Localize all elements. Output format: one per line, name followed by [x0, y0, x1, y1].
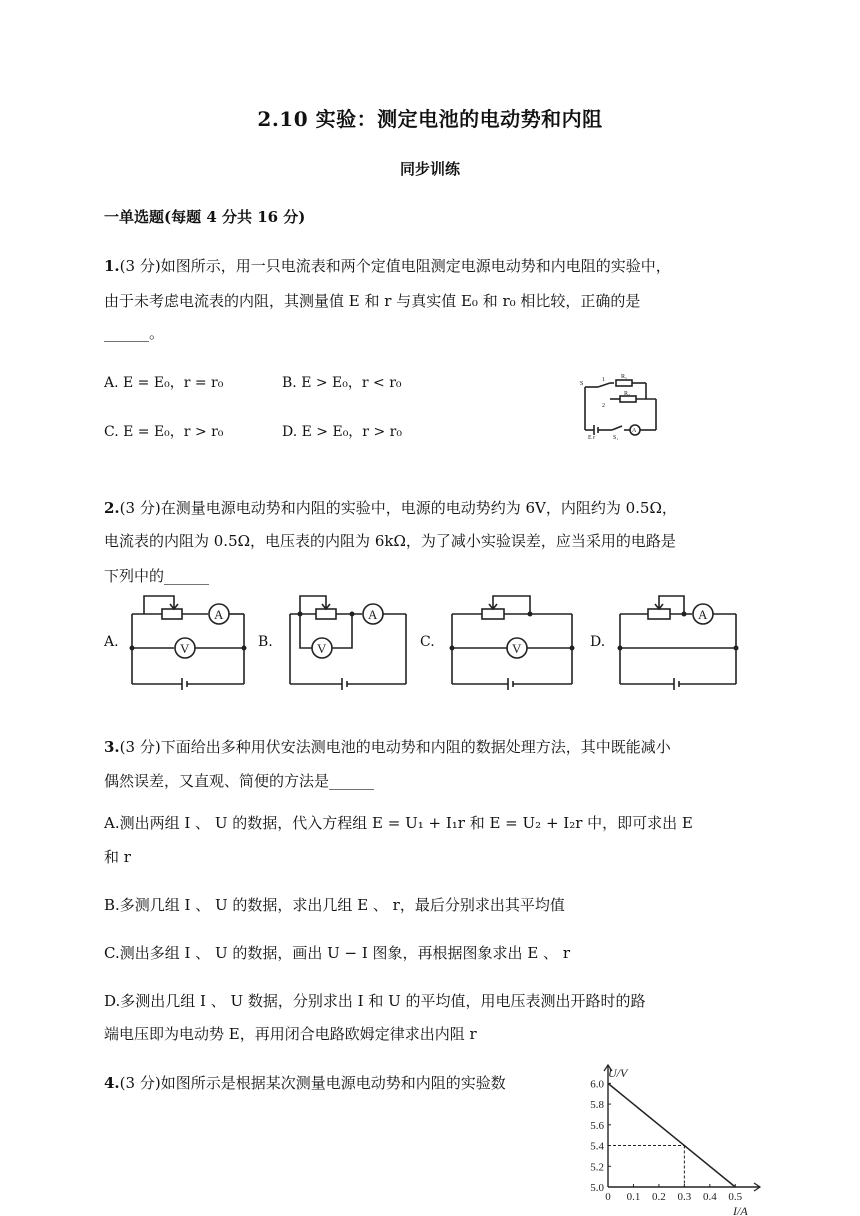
q1-fig-label-r1: R₁: [621, 374, 628, 380]
y-tick-label: 5.0: [590, 1182, 604, 1194]
q3-line-2: 偶然误差，又直观、简便的方法是______: [104, 772, 375, 790]
circuit-a-diagram: [118, 592, 253, 692]
y-tick-label: 5.6: [590, 1119, 604, 1132]
y-tick-label: 5.2: [590, 1161, 604, 1174]
ammeter-a-text: A: [214, 607, 224, 622]
circuit-b-diagram: [280, 592, 415, 692]
q1-fig-label-1: 1: [602, 377, 605, 383]
x-tick-label: 0.1: [626, 1191, 641, 1203]
u-i-line: [608, 1083, 735, 1187]
q1-fig-label-s1: S₁: [613, 435, 619, 440]
circuit-a-label[interactable]: A.: [104, 634, 119, 650]
voltmeter-c-text: V: [512, 641, 522, 656]
y-axis-label: U/V: [608, 1066, 628, 1080]
circuit-c-label[interactable]: C.: [420, 634, 435, 650]
circuit-d-label[interactable]: D.: [590, 634, 606, 650]
q1-fig-label-a: A: [632, 428, 637, 434]
q2-number: 2.: [104, 499, 120, 517]
q3-option-d-cont: 端电压即为电动势 E，再用闭合电路欧姆定律求出内阻 r: [104, 1025, 477, 1043]
q1-fig-label-s: S: [580, 381, 584, 387]
q3-option-d[interactable]: D.多测出几组 I 、 U 数据，分别求出 I 和 U 的平均值，用电压表测出开路时的路: [104, 992, 646, 1010]
q3-line-1: 3.(3 分)下面给出多种用伏安法测电池的电动势和内阻的数据处理方法，其中既能减小: [104, 738, 671, 756]
q1-option-d[interactable]: D. E > E₀，r > r₀: [282, 424, 402, 440]
q3-number: 3.: [104, 738, 120, 756]
q1-fig-label-2: 2: [602, 403, 605, 409]
q1-option-c[interactable]: C. E = E₀，r > r₀: [104, 424, 224, 440]
x-axis-label: I/A: [733, 1204, 748, 1216]
voltmeter-a-text: V: [180, 641, 190, 656]
q4-line-1: 4.(3 分)如图所示是根据某次测量电源电动势和内阻的实验数: [104, 1074, 506, 1092]
q1-option-a[interactable]: A. E = E₀，r = r₀: [104, 375, 224, 391]
q3-option-a[interactable]: A.测出两组 I 、 U 的数据，代入方程组 E = U₁ + I₁r 和 E = U₂ + I₂r 中，即可求出 E: [104, 814, 693, 832]
q1-option-b[interactable]: B. E > E₀，r < r₀: [282, 375, 402, 391]
y-tick-label: 5.8: [590, 1099, 604, 1112]
x-tick-label: 0.2: [652, 1191, 666, 1203]
q1-number: 1.: [104, 257, 120, 275]
q2-line-1: 2.(3 分)在测量电源电动势和内阻的实验中，电源的电动势约为 6V，内阻约为 0.5Ω，: [104, 499, 677, 517]
x-tick-label: 0: [605, 1191, 611, 1203]
q2-line-2: 电流表的内阻为 0.5Ω，电压表的内阻为 6kΩ，为了减小实验误差，应当采用的电路是: [104, 532, 676, 550]
q1-fig-label-er: E r: [588, 435, 596, 440]
x-tick-label: 0.5: [728, 1191, 743, 1203]
voltmeter-b-text: V: [317, 641, 327, 656]
q1-circuit-figure: [580, 372, 660, 440]
q2-line-3: 下列中的______: [104, 567, 210, 585]
q1-line-3: ______。: [104, 324, 165, 342]
q3-option-b[interactable]: B.多测几组 I 、 U 的数据，求出几组 E 、 r，最后分别求出其平均值: [104, 896, 565, 914]
circuit-c-diagram: [440, 592, 580, 692]
ammeter-b-text: A: [368, 607, 378, 622]
ammeter-d-text: A: [698, 607, 708, 622]
q3-option-a-cont: 和 r: [104, 848, 131, 866]
y-tick-label: 6.0: [590, 1078, 604, 1091]
circuit-b-label[interactable]: B.: [258, 634, 273, 650]
q1-line-2: 由于未考虑电流表的内阻，其测量值 E 和 r 与真实值 E₀ 和 r₀ 相比较，正确的是: [104, 292, 641, 310]
x-tick-label: 0.4: [702, 1191, 717, 1203]
circuit-d-diagram: [610, 592, 745, 692]
q1-fig-label-r2: R₂: [624, 391, 631, 397]
q4-number: 4.: [104, 1074, 120, 1092]
u-i-graph: [570, 1055, 770, 1216]
page-subtitle: 同步训练: [399, 160, 460, 178]
x-tick-label: 0.3: [677, 1191, 692, 1203]
y-tick-label: 5.4: [590, 1140, 604, 1153]
q3-option-c[interactable]: C.测出多组 I 、 U 的数据，画出 U − I 图象，再根据图象求出 E 、 r: [104, 944, 570, 962]
page-title: 2.10 实验：测定电池的电动势和内阻: [257, 107, 603, 131]
section-heading: 一单选题(每题 4 分共 16 分): [104, 208, 306, 226]
q1-line-1: 1.(3 分)如图所示，用一只电流表和两个定值电阻测定电源电动势和内电阻的实验中，: [104, 257, 671, 275]
